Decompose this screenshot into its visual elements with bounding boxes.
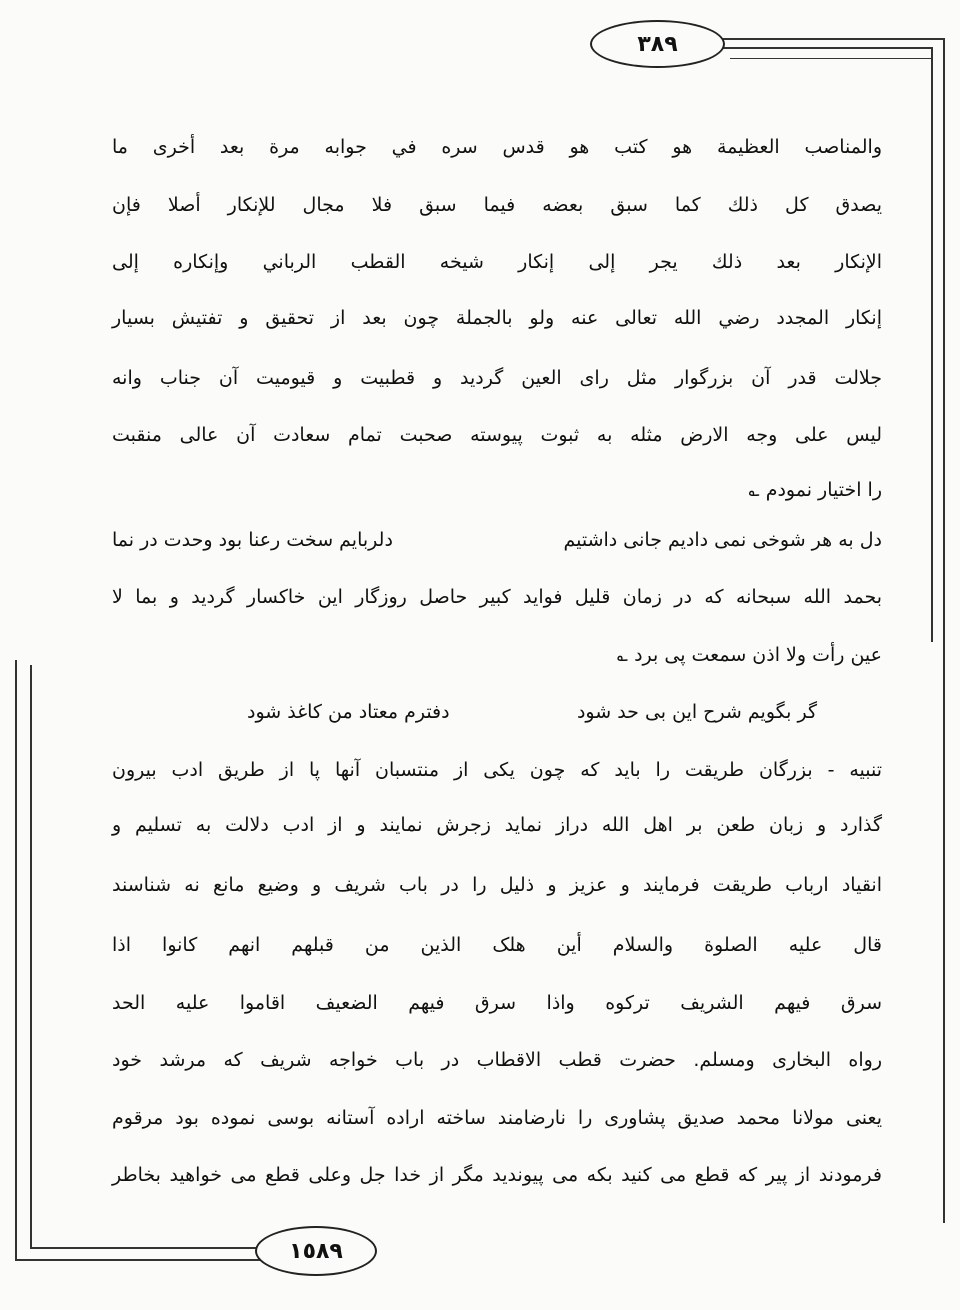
text-line: گذارد و زبان طعن بر اهل الله دراز نماید زجرش نمایند و از ادب دلالت به تسلیم و xyxy=(112,814,882,836)
right-border-line xyxy=(931,47,933,642)
text-line: بحمد الله سبحانه که در زمان قلیل فواید کبیر حاصل روزگار این خاکسار گردید و بما لا xyxy=(112,586,882,608)
verse-hemistich-right: گر بگویم شرح این بی حد شود xyxy=(576,701,817,723)
text-line: جلالت قدر آن بزرگوار مثل رای العین گردید و قطبیت و قیومیت آن جناب وانه xyxy=(112,367,882,389)
text-line: سرق فیهم الشریف ترکوه واذا سرق فیهم الضعیف اقاموا علیه الحد xyxy=(112,992,882,1014)
text-line: يصدق كل ذلك كما سبق بعضه فيما سبق فلا مجال للإنكار أصلا فإن xyxy=(112,194,882,216)
verse-couplet xyxy=(112,518,882,562)
text-line: والمناصب العظيمة هو كتب هو قدس سره في جوابه مرة بعد أخرى ما xyxy=(112,136,882,158)
text-line: قال علیه الصلوة والسلام أین هلک الذین من قبلهم انهم کانوا اذا xyxy=(112,934,882,956)
verse-couplet xyxy=(112,690,882,734)
text-line: لیس علی وجه الارض مثله به ثبوت پیوسته صحبت تمام سعادت آن عالی منقبت xyxy=(112,424,882,446)
verse-hemistich-left: دلربایم سخت رعنا بود وحدت در نما xyxy=(112,529,393,551)
text-line: فرمودند از پیر که قطع می کنید بکه می پیوندید مگر از خدا جل وعلی قطع می خواهید بخاطر xyxy=(112,1164,882,1186)
text-line: عین رأت ولا اذن سمعت پی برد ؎ xyxy=(616,644,882,666)
left-border-line xyxy=(30,665,32,1248)
left-border-line xyxy=(15,660,17,1260)
text-line: را اختیار نمودم ؎ xyxy=(748,479,882,501)
text-line: إنكار المجدد رضي الله تعالى عنه ولو بالجملة چون بعد از تحقیق و تفتیش بسیار xyxy=(112,307,882,329)
text-line: انقیاد ارباب طریقت فرمایند و عزیز و ذلیل را در باب شریف و وضیع مانع نه شناسند xyxy=(112,874,882,896)
text-line: تنبیه - بزرگان طریقت را باید که چون یکی از منتسبان آنها پا از طریق ادب بیرون xyxy=(112,759,882,781)
text-line: الإنكار بعد ذلك يجر إلى إنكار شيخه القطب الرباني وإنكاره إلى xyxy=(112,251,882,273)
page-text xyxy=(112,0,882,1310)
text-line: رواه البخاری ومسلم. حضرت قطب الاقطاب در باب خواجه شریف که مرشد خود xyxy=(112,1049,882,1071)
verse-hemistich-right: دل به هر شوخی نمی دادیم جانی داشتیم xyxy=(563,529,882,551)
bottom-page-number: ١٥٨٩ xyxy=(255,1226,377,1276)
top-page-number: ٣٨٩ xyxy=(590,20,725,68)
right-border-line xyxy=(943,38,945,1223)
text-line: یعنی مولانا محمد صدیق پشاوری را نارضامند ساخته اراده آستانه بوسی نموده بود مرقوم xyxy=(112,1107,882,1129)
verse-hemistich-left: دفترم معتاد من کاغذ شود xyxy=(247,701,450,723)
